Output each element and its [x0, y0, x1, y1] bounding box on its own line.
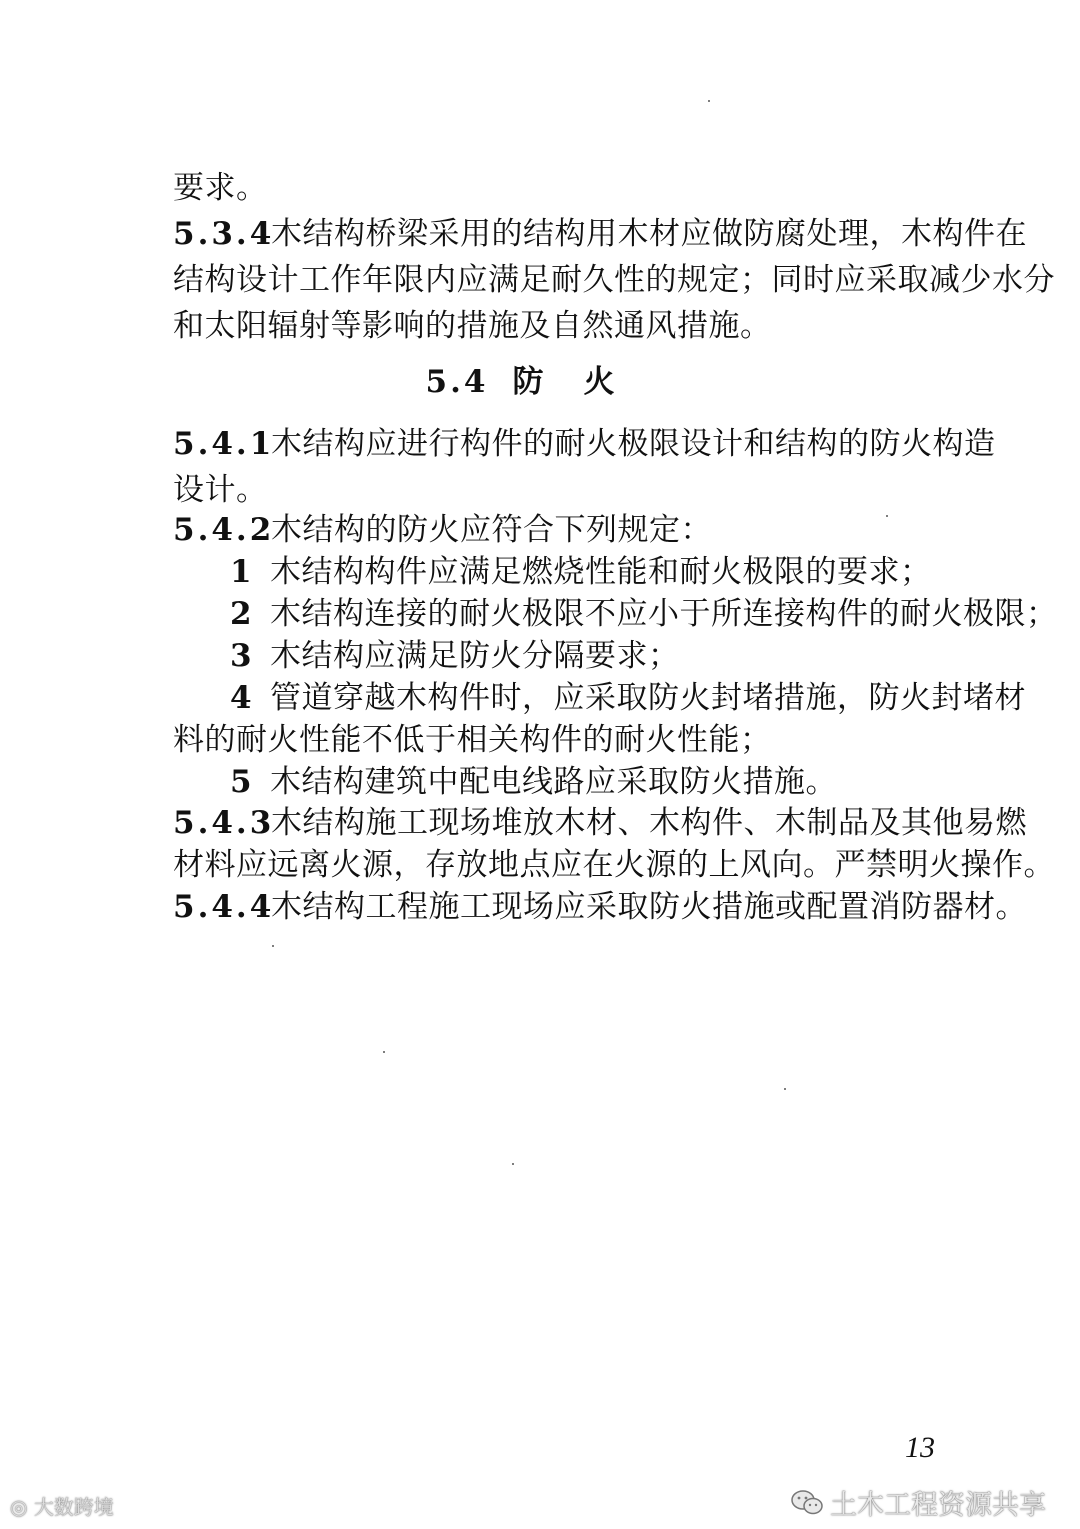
scan-speck [512, 1163, 514, 1165]
watermark-right [790, 1483, 1046, 1522]
text-line [173, 845, 1055, 885]
text: 材料应远离火源，存放地点应在火源的上风向。严禁明火操作。 [173, 847, 1055, 883]
text: 结构设计工作年限内应满足耐久性的规定；同时应采取减少水分 [173, 262, 1055, 298]
text-line [173, 720, 772, 760]
clause-5-4-1 [173, 424, 996, 464]
clause-text: 木结构应进行构件的耐火极限设计和结构的防火构造 [271, 426, 996, 462]
list-item [230, 636, 680, 676]
watermark-logo-icon: ◎ [10, 1495, 28, 1519]
text-line [173, 306, 772, 346]
watermark-left [10, 1491, 114, 1520]
text: 要求。 [173, 170, 268, 206]
item-number: 1 [230, 554, 255, 590]
clause-5-3-4 [173, 214, 1027, 254]
watermark-text: 土木工程资源共享 [830, 1490, 1046, 1521]
item-number: 4 [230, 680, 255, 716]
item-text: 木结构应满足防火分隔要求； [270, 638, 680, 674]
clause-text: 木结构工程施工现场应采取防火措施或配置消防器材。 [271, 889, 1027, 925]
scan-speck [272, 945, 274, 947]
section-title: 防火 [512, 364, 655, 400]
section-heading [0, 362, 1080, 402]
clause-number: 5.4.1 [173, 426, 275, 462]
item-text: 管道穿越木构件时，应采取防火封堵措施，防火封堵材 [270, 680, 1026, 716]
scan-speck [886, 515, 888, 517]
wechat-icon [790, 1488, 824, 1518]
list-item [230, 762, 837, 802]
clause-5-4-3 [173, 803, 1027, 843]
scan-speck [383, 1051, 385, 1053]
scan-speck [708, 100, 710, 102]
clause-number: 5.4.3 [173, 805, 275, 841]
list-item [230, 552, 932, 592]
watermark-text: 大数跨境 [33, 1495, 114, 1519]
scan-speck [784, 1088, 786, 1090]
item-number: 3 [230, 638, 255, 674]
text-line [173, 260, 1055, 300]
item-number: 2 [230, 596, 255, 632]
clause-text: 木结构桥梁采用的结构用木材应做防腐处理，木构件在 [271, 216, 1027, 252]
text-line [173, 470, 268, 510]
clause-text: 木结构的防火应符合下列规定： [271, 512, 712, 548]
list-item [230, 678, 1026, 718]
clause-number: 5.4.4 [173, 889, 275, 925]
section-number: 5.4 [425, 364, 489, 400]
list-item [230, 594, 1058, 634]
clause-number: 5.3.4 [173, 216, 275, 252]
clause-text: 木结构施工现场堆放木材、木构件、木制品及其他易燃 [271, 805, 1027, 841]
text: 料的耐火性能不低于相关构件的耐火性能； [173, 722, 772, 758]
clause-number: 5.4.2 [173, 512, 275, 548]
page-number: 13 [905, 1431, 935, 1464]
clause-5-4-4 [173, 887, 1027, 927]
text: 和太阳辐射等影响的措施及自然通风措施。 [173, 308, 772, 344]
item-text: 木结构构件应满足燃烧性能和耐火极限的要求； [270, 554, 932, 590]
item-text: 木结构连接的耐火极限不应小于所连接构件的耐火极限； [270, 596, 1058, 632]
clause-5-4-2 [173, 510, 712, 550]
text-line [173, 168, 268, 208]
item-text: 木结构建筑中配电线路应采取防火措施。 [270, 764, 837, 800]
item-number: 5 [230, 764, 255, 800]
text: 设计。 [173, 472, 268, 508]
